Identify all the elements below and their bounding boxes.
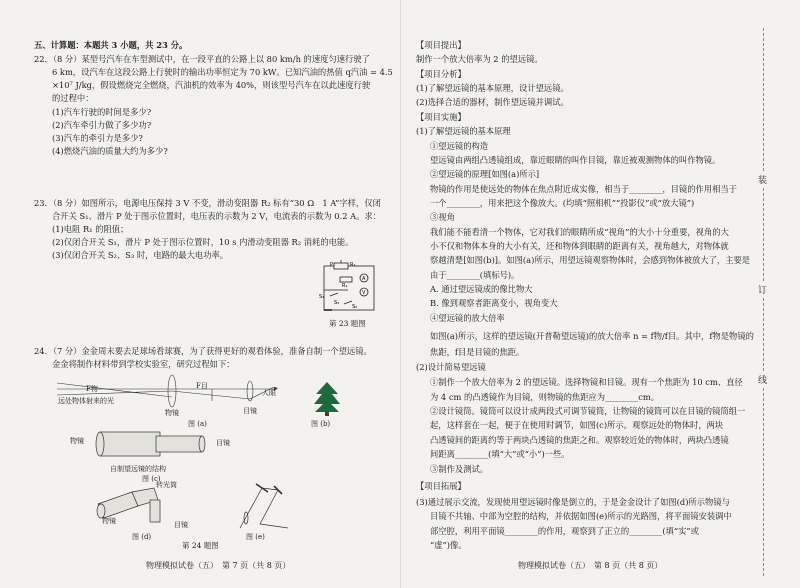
right-line-9: ②望远镜的原理[如图(a)所示] — [430, 169, 540, 179]
right-line-20: 如图(a)所示，这样的望远镜(开普勒望远镜)的放大倍率 n = f物/f目。其中，f物是物镜的 — [430, 331, 754, 341]
figure-b-tree — [312, 380, 342, 416]
right-line-32: 目镜不共轴、中部为空腔的结构，并依据如图(e)所示的光路图，将平面镜安装调中 — [430, 511, 732, 521]
label-S1: S₁ — [319, 294, 325, 300]
right-line-12: ③视角 — [430, 212, 455, 222]
q23-line-2: 合开关 S₁、滑片 P 处于图示位置时，电压表的示数为 2 V，电流表的示数为 0.2 A。求： — [52, 211, 382, 221]
fig-a-label-eye: 人眼 — [262, 389, 276, 397]
q22-line-2: 6 km，设汽车在这段公路上行驶时的输出功率恒定为 70 kW。已知汽油的热值 q汽油 = 4.5 — [52, 67, 393, 77]
right-line-25: ②设计镜筒。镜筒可以设计成两段式可调节镜筒，让物镜的镜筒可以在目镜的镜筒组一 — [430, 406, 746, 416]
right-line-10: 物镜的作用是使远处的物体在焦点附近成实像，相当于________，目镜的作用相当于 — [430, 184, 737, 194]
right-line-29: ③制作及测试。 — [430, 464, 489, 474]
right-line-23: ①制作一个放大倍率为 2 的望远镜。选择物镜和目镜。现有一个焦距为 10 cm、直径 — [430, 377, 743, 387]
right-line-4: (2)选择合适的器材，制作望远镜并调试。 — [416, 97, 569, 107]
right-line-27: 凸透镜间的距离约等于两块凸透镜的焦距之和。观察较近处的物体时，两块凸透镜 — [430, 435, 729, 445]
fig-d-label-objective: 物镜 — [102, 517, 116, 525]
q23-sub-3: (3)仅闭合开关 S₂、S₃ 时，电路的最大电功率。 — [52, 250, 229, 260]
q22-line-4: 的过程中： — [52, 93, 94, 103]
right-line-7: ①望远镜的构造 — [430, 141, 489, 151]
label-P: P — [330, 262, 334, 268]
fig-a-label-eyepiece: 目镜 — [243, 407, 257, 415]
fig24-caption: 第 24 题图 — [182, 541, 219, 550]
right-line-24: 为 4 cm 的凸透镜作为目镜，则物镜的焦距应为________cm。 — [430, 392, 660, 402]
label-R1: R₁ — [342, 283, 348, 289]
right-line-8: 望远镜由两组凸透镜组成，靠近眼睛的叫作目镜，靠近被观测物体的叫作物镜。 — [430, 155, 721, 165]
fig-d-label-eyepiece: 目镜 — [174, 521, 188, 529]
right-line-14: 小不仅和物体本身的大小有关，还和物体到眼睛的距离有关，视角越大，对物体就 — [430, 241, 729, 251]
right-page — [402, 0, 800, 588]
q22-sub-2: (2)汽车牵引力做了多少功? — [52, 120, 152, 130]
right-line-31: (3)通过展示交流，发现使用望远镜时像是倒立的，于是金金设计了如图(d)所示物镜与 — [416, 497, 730, 507]
right-line-18: B. 像到观察者距离变小，视角变大 — [430, 298, 558, 308]
q23-sub-2: (2)仅闭合开关 S₁，滑片 P 处于图示位置时，10 s 内滑动变阻器 R₂ 消耗的电能。 — [52, 237, 354, 247]
q24-line-2: 金金将制作材料带到学校实验室，研究过程如下： — [52, 359, 235, 369]
figure-c-tubes — [92, 428, 212, 462]
right-line-21: 焦距，f目是目镜的焦距。 — [430, 347, 525, 357]
right-line-34: “虚”)像。 — [430, 540, 467, 550]
page-separator — [400, 0, 401, 588]
fig-d-label-prism: 转光筒 — [156, 481, 177, 489]
right-line-3: (1)了解望远镜的基本原理，设计望远镜。 — [416, 83, 569, 93]
right-line-13: 我们能不能看清一个物体，它对我们的眼睛所成“视角”的大小十分重要，视角的大 — [430, 227, 729, 237]
fig-a-label-feye: F目 — [196, 382, 208, 390]
fig-c-caption: 图 (c) — [142, 475, 161, 483]
right-footer: 物理模拟试卷（五） 第 8 页（共 8 页） — [518, 561, 663, 570]
q22-line-3: ×10⁷ J/kg，假设燃烧完全燃烧，汽油机的效率为 40%，则该型号汽车在以此速度行驶 — [52, 80, 371, 90]
left-footer: 物理模拟试卷（五） 第 7 页（共 8 页） — [146, 561, 291, 570]
right-line-22: (2)设计简易望远镜 — [416, 362, 486, 372]
binding-char-zhuang: 装 — [758, 172, 767, 187]
q22-line-1: 22．（8 分）某型号汽车在车型测试中，在一段平直的公路上以 80 km/h 的速度匀速行驶了 — [34, 54, 370, 64]
label-ammeter: A — [362, 276, 366, 282]
right-line-33: 部空腔，利用平面镜________的作用，观察到了正立的________(填“实”或 — [430, 526, 699, 536]
label-S2: S₂ — [352, 304, 358, 310]
binding-char-ding: 订 — [758, 282, 767, 297]
q22-sub-3: (3)汽车的牵引力是多少? — [52, 133, 143, 143]
right-line-11: 一个________，用来把这个像放大。(均填“照相机”“投影仪”或“放大镜”) — [430, 198, 695, 208]
q24-line-1: 24．（7 分）金金周末要去足球场看球赛，为了获得更好的观看体验，准备自制一个望远镜。 — [34, 346, 372, 356]
right-line-30: 【项目拓展】 — [416, 481, 466, 491]
q23-line-1: 23．（8 分）如图所示，电源电压保持 3 V 不变，滑动变阻器 R₂ 标有“30 Ω 1 A”字样，仅闭 — [34, 198, 381, 208]
right-line-28: 间距离________(填“大”或“小”)一些。 — [430, 449, 570, 459]
right-line-26: 起，这样套在一起，便于在使用时调节，如图(c)所示。观察远处的物体时，两块 — [430, 420, 724, 430]
section-heading: 五、计算题：本题共 3 小题，共 23 分。 — [34, 40, 188, 50]
q22-sub-1: (1)汽车行驶的时间是多少? — [52, 107, 152, 117]
right-line-6: (1)了解望远镜的基本原理 — [416, 126, 511, 136]
right-line-5: 【项目实施】 — [416, 112, 466, 122]
fig-c-label-objective: 物镜 — [70, 437, 84, 445]
binding-line — [763, 28, 765, 576]
fig23-caption: 第 23 题图 — [329, 319, 366, 328]
fig-a-label-fobj: F物 — [86, 385, 98, 393]
q22-sub-4: (4)燃烧汽油的质量大约为多少? — [52, 146, 168, 156]
label-R2: R₂ — [350, 262, 356, 268]
right-line-17: A. 通过望远镜成的像比物大 — [430, 284, 533, 294]
figure-e-lightpath — [232, 478, 292, 534]
right-line-15: 察越清楚[如图(b)]。如图(a)所示，用望远镜观察物体时，会感到物体被放大了，主要是 — [430, 255, 751, 265]
fig-b-caption: 图 (b) — [311, 420, 331, 428]
right-line-2: 【项目分析】 — [416, 69, 466, 79]
right-line-16: 由于________(填标号)。 — [430, 270, 520, 280]
fig-c-label-eyepiece: 目镜 — [216, 439, 230, 447]
fig-d-caption: 图 (d) — [132, 533, 152, 541]
right-line-19: ④望远镜的放大倍率 — [430, 313, 505, 323]
fig-c-label-structure: 自制望远镜的结构 — [110, 465, 166, 473]
right-line-0: 【项目提出】 — [416, 40, 466, 50]
fig-a-caption: 图 (a) — [188, 420, 207, 428]
fig-a-label-light: 远处物体射来的光 — [58, 397, 114, 405]
circuit-diagram — [318, 258, 382, 316]
right-line-1: 制作一个放大倍率为 2 的望远镜。 — [416, 54, 543, 64]
binding-char-xian: 线 — [758, 372, 767, 387]
label-voltmeter: V — [362, 290, 366, 296]
q23-sub-1: (1)电阻 R₁ 的阻值； — [52, 224, 129, 234]
fig-a-label-objective: 物镜 — [165, 409, 179, 417]
label-S3: S₃ — [334, 300, 340, 306]
fig-e-caption: 图 (e) — [246, 533, 265, 541]
